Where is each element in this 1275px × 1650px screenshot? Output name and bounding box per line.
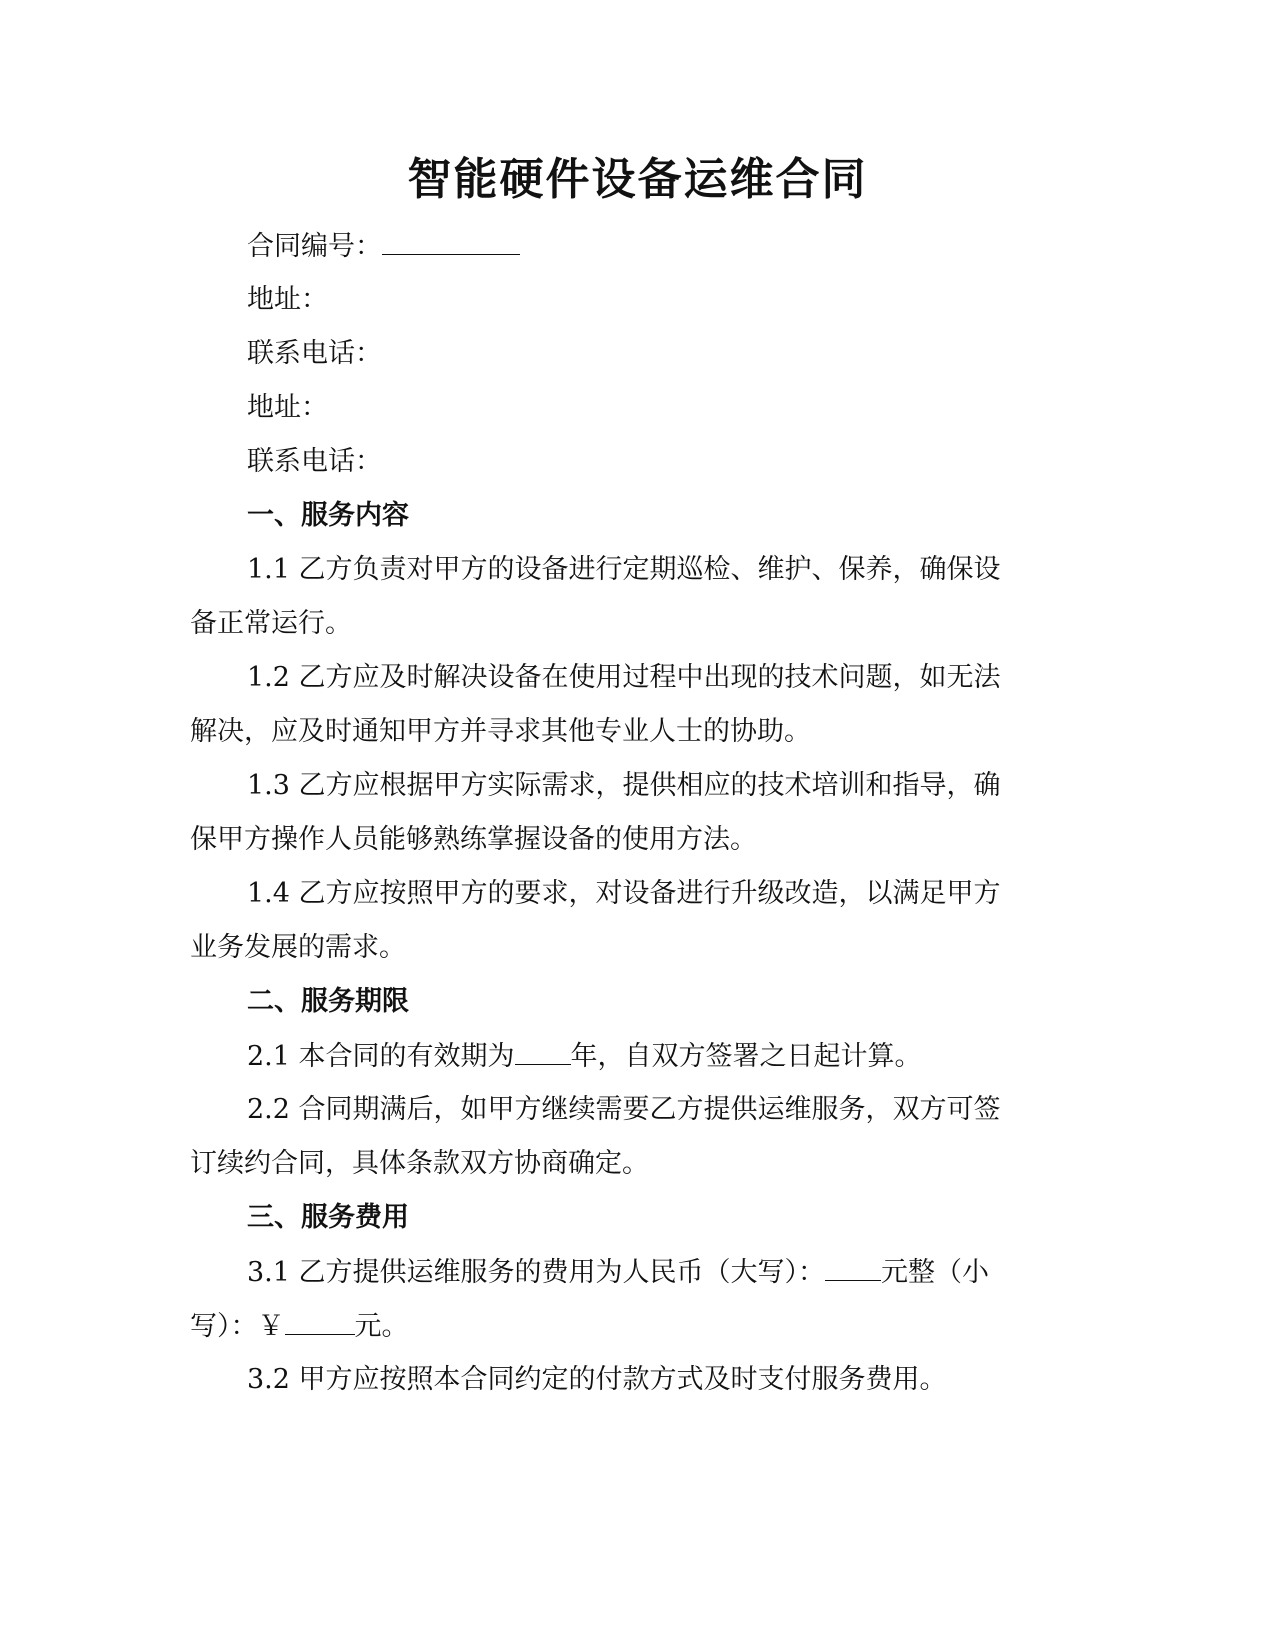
- section-1-heading: 一、服务内容: [247, 500, 409, 531]
- party-b-address: 地址：: [247, 392, 328, 423]
- clause-3-1b-prefix: 写）：￥: [190, 1311, 285, 1342]
- section-2-heading: 二、服务期限: [247, 986, 409, 1017]
- clause-1-4-line-1: 1.4 乙方应按照甲方的要求，对设备进行升级改造，以满足甲方: [247, 878, 1001, 909]
- section-3-heading: 三、服务费用: [247, 1202, 409, 1233]
- clause-3-1-line-1: [247, 1252, 1070, 1292]
- contract-number-label: 合同编号：: [247, 231, 382, 262]
- clause-1-1-line-2: 备正常运行。: [190, 608, 352, 639]
- clause-2-1-suffix: 年，自双方签署之日起计算。: [570, 1041, 922, 1072]
- party-b-phone: 联系电话：: [247, 446, 382, 477]
- clause-3-1-mid: 元整（小: [881, 1257, 990, 1288]
- years-blank[interactable]: [515, 1036, 571, 1065]
- clause-1-1-line-1: 1.1 乙方负责对甲方的设备进行定期巡检、维护、保养，确保设: [247, 554, 1001, 585]
- clause-3-1-line-2: [190, 1306, 1070, 1346]
- clause-1-2-line-1: 1.2 乙方应及时解决设备在使用过程中出现的技术问题，如无法: [247, 662, 1001, 693]
- clause-3-1b-suffix: 元。: [354, 1311, 409, 1342]
- party-a-phone: 联系电话：: [247, 338, 382, 369]
- clause-3-1-prefix: 3.1 乙方提供运维服务的费用为人民币（大写）：: [247, 1257, 826, 1288]
- document-title: 智能硬件设备运维合同: [407, 154, 868, 205]
- clause-1-3-line-1: 1.3 乙方应根据甲方实际需求，提供相应的技术培训和指导，确: [247, 770, 1001, 801]
- contract-number-line: [247, 226, 1070, 266]
- clause-2-2-line-1: 2.2 合同期满后，如甲方继续需要乙方提供运维服务，双方可签: [247, 1094, 1001, 1125]
- clause-3-2: 3.2 甲方应按照本合同约定的付款方式及时支付服务费用。: [247, 1364, 947, 1395]
- clause-2-2-line-2: 订续约合同，具体条款双方协商确定。: [190, 1148, 649, 1179]
- clause-1-4-line-2: 业务发展的需求。: [190, 932, 406, 963]
- party-a-address: 地址：: [247, 284, 328, 315]
- amount-uppercase-blank[interactable]: [825, 1252, 881, 1281]
- clause-2-1-prefix: 2.1 本合同的有效期为: [247, 1041, 515, 1072]
- clause-1-3-line-2: 保甲方操作人员能够熟练掌握设备的使用方法。: [190, 824, 757, 855]
- contract-number-blank[interactable]: [382, 226, 520, 255]
- clause-1-2-line-2: 解决，应及时通知甲方并寻求其他专业人士的协助。: [190, 716, 811, 747]
- amount-lowercase-blank[interactable]: [285, 1306, 355, 1335]
- clause-2-1: [247, 1036, 1070, 1076]
